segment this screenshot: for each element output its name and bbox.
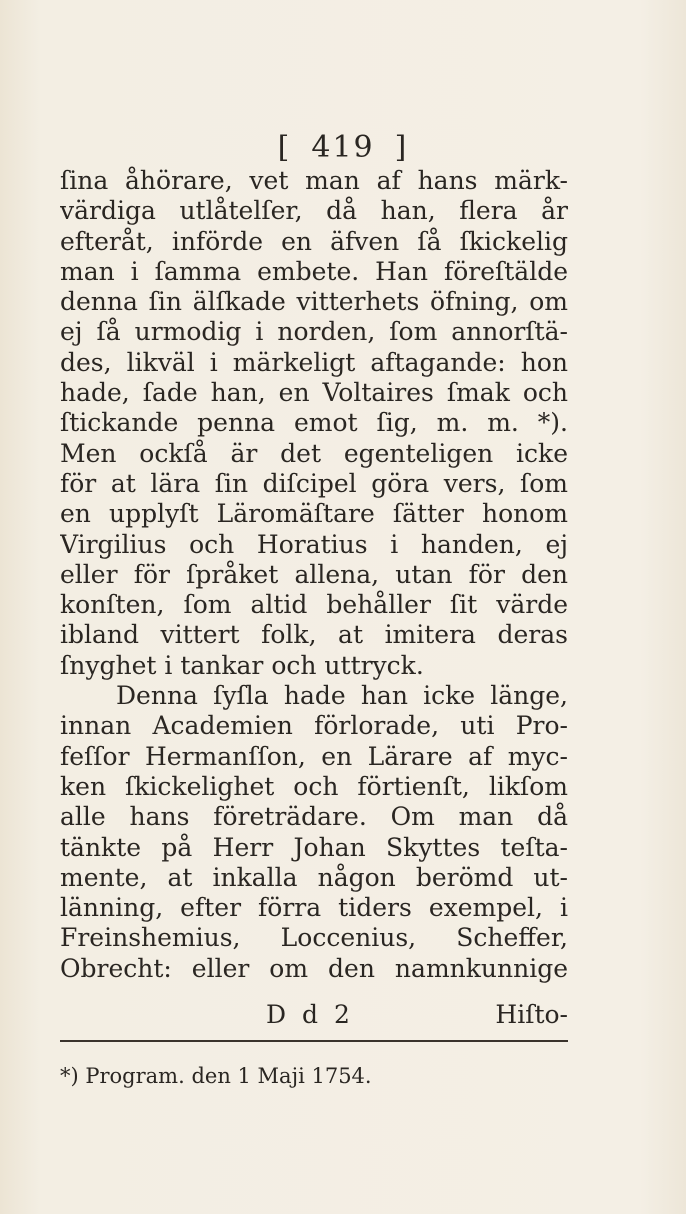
text-line: värdiga utlåtelſer, då han, flera år <box>60 196 568 226</box>
text-line: eller för ſpråket allena, utan för den <box>60 559 568 589</box>
footnote: *) Program. den 1 Maji 1754. <box>60 1064 372 1088</box>
text-line: Obrecht: eller om den namnkunnige <box>60 953 568 983</box>
signature-line <box>60 1000 568 1030</box>
text-line: ſnyghet i tankar och uttryck. <box>60 650 424 680</box>
bracket-left: [ <box>277 130 292 165</box>
text-line: en upplyſt Läromäſtare ſätter honom <box>60 499 568 529</box>
text-line: man i ſamma embete. Han föreſtälde <box>60 256 568 286</box>
text-line: Men ockſå är det egenteligen icke <box>60 438 568 468</box>
text-line: Denna ſyſla hade han icke länge, <box>116 681 568 711</box>
text-line: efteråt, införde en äfven ſå ſkickelig <box>60 226 568 256</box>
page-header <box>0 130 686 165</box>
text-line: ken ſkickelighet och förtienſt, likſom <box>60 771 568 801</box>
text-line: ſina åhörare, vet man af hans märk- <box>60 166 568 195</box>
text-line: länning, efter förra tiders exempel, i <box>60 893 568 923</box>
text-line: innan Academien förlorade, uti Pro- <box>60 711 568 741</box>
text-line: mente, at inkalla någon berömd ut- <box>60 862 568 892</box>
text-line: Freinshemius, Loccenius, Scheffer, <box>60 923 568 953</box>
page-number: 419 <box>311 130 375 165</box>
catchword: Hiſto- <box>495 1000 568 1029</box>
text-line: des, likväl i märkeligt aftagande: hon <box>60 347 568 377</box>
text-line: tänkte på Herr Johan Skyttes teſta- <box>60 832 568 862</box>
text-line: hade, ſade han, en Voltaires ſmak och <box>60 378 568 408</box>
text-line: feſſor Hermanſſon, en Lärare af myc- <box>60 741 568 771</box>
text-line: ej ſå urmodig i norden, ſom annorſtä- <box>60 317 568 347</box>
text-line: Virgilius och Horatius i handen, ej <box>60 529 568 559</box>
bracket-right: ] <box>394 130 409 165</box>
text-line: denna ſin älſkade vitterhets öfning, om <box>60 287 568 317</box>
footnote-rule <box>60 1040 568 1042</box>
body-text <box>60 166 568 984</box>
text-line: ſtickande penna emot ſig, m. m. *). <box>60 408 568 438</box>
text-line: alle hans företrädare. Om man då <box>60 802 568 832</box>
text-line: för at lära ſin diſcipel göra vers, ſom <box>60 468 568 498</box>
text-line: ibland vittert folk, at imitera deras <box>60 620 568 650</box>
signature-mark: D d 2 <box>266 1000 354 1029</box>
text-line: konſten, ſom altid behåller ſit värde <box>60 590 568 620</box>
